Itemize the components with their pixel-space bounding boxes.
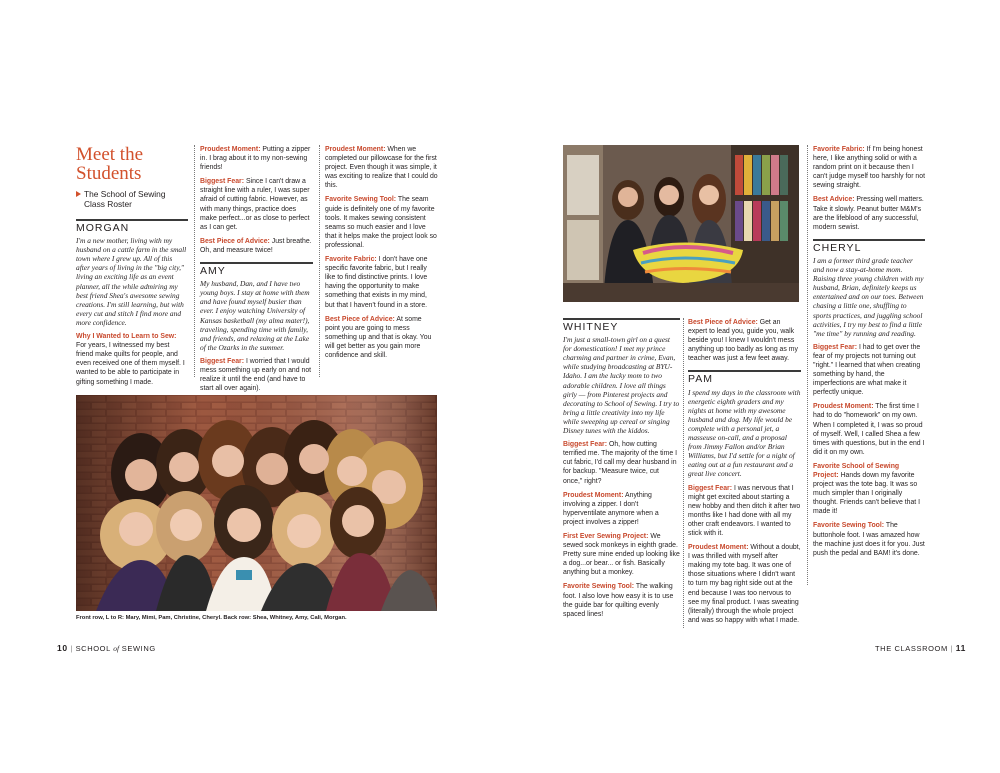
right-middle-column [688,318,801,630]
whitney-bio: I'm just a small-town girl on a quest for domestication! I met my prince charming and partner in crime, Evan, while studying broadcasting at BYU-Idaho. I am the lucky mom to two adorable children. I love all things girly — from Pinterest projects and decorating to School of Sewing. I try to bring a little creativity into my life while sweeping up cereal or singing Disney tunes with the kiddos. [563,335,680,436]
cheryl-fear-label: Biggest Fear: [813,343,858,351]
whitney-advice-text: Get an expert to lead you, guide you, walk beside you! I knew I wouldn't mess anything up too badly as long as my teacher was just a few feet away. [688,319,798,363]
pam-advice-label: Best Advice: [813,196,855,204]
cheryl-proudest-text: The first time I had to do "homework" on my own. When I completed it, I was so proud of myself. Well, I called Shea a few times with questions, but in the end I did it on my own. [813,403,925,456]
amy-proudest-paragraph [325,145,438,190]
column-divider [807,145,808,585]
cheryl-proudest-label: Proudest Moment: [813,403,874,411]
amy-fear-text: I worried that I would mess something up early on and not realize it until the end (and have to start all over again). [200,357,312,393]
morgan-proudest-paragraph [200,145,313,172]
left-page [0,0,499,773]
student-name-morgan: MORGAN [76,219,188,233]
morgan-bio: I'm a new mother, living with my husband on a cattle farm in the small town where I grew up. All of this after years of living in the "big city," living an exciting life as an event planner, all the while admiring my best friend Shea's awesome sewing creations. I'm still learning, but with every cut and stitch I find more and more confidence. [76,236,187,327]
amy-tool-text: The seam guide is definitely one of my favorite tools. It makes sewing consistent seams so much easier and I love that it helps make the project look so professional. [325,196,437,249]
cheryl-tool-label: Favorite Sewing Tool: [813,522,885,530]
morgan-why-paragraph [76,332,188,387]
whitney-fear-label: Biggest Fear: [563,441,608,449]
student-name-cheryl: CHERYL [813,239,925,253]
cheryl-project-paragraph [813,462,925,517]
amy-proudest-label: Proudest Moment: [325,146,386,153]
classroom-photo [563,145,799,302]
pam-fear-text: I was nervous that I might get excited about starting a new hobby and then ditch it after two months like I had done with all my other craft endeavors. I wanted to stick with it. [688,484,801,537]
title-line-1: Meet the [76,144,144,165]
column-divider [683,318,684,628]
whitney-tool-label: Favorite Sewing Tool: [563,583,635,591]
morgan-advice-paragraph [200,237,313,255]
cheryl-bio: I am a former third grade teacher and now a stay-at-home mom. Raising three young children with my husband, Brian, definitely keeps us entertained and on our toes. Between chasing a little one, shuffling to sports practices, and juggling school activities, I try my best to find a little "me time" by running and reading. [813,255,924,338]
left-middle-column [200,145,313,398]
left-footer-of: of [113,644,120,653]
whitney-proudest-text: Anything involving a zipper. I don't hyperventilate anymore when a project involves a zipper! [563,491,659,526]
pam-fear-label: Biggest Fear: [688,484,733,492]
whitney-advice-paragraph [688,318,801,363]
cheryl-fear-text: I had to get over the fear of my projects not turning out "right." I learned that when creating something by hand, the imperfections are what make it perfectly unique. [813,343,921,397]
whitney-fear-paragraph [563,440,680,485]
morgan-fear-label: Biggest Fear: [200,178,245,186]
morgan-fear-text: Since I can't draw a straight line with a ruler, I was super afraid of cutting fabric. However, as with many things, practice does make perfect...or as close to perfect as I can get. [200,178,310,231]
cheryl-proudest-paragraph [813,402,925,457]
column-divider [319,145,320,377]
amy-fabric-label: Favorite Fabric: [325,256,377,264]
morgan-why-label: Why I Wanted to Learn to Sew: [76,333,177,341]
amy-fear-label: Biggest Fear: [200,357,245,365]
pam-advice-text: Pressing well matters. Take it slowly. Peanut butter M&M's are the lifeblood of any successful, modern sewist. [813,196,924,231]
right-page [501,0,1000,773]
cheryl-tool-text: The buttonhole foot. I was amazed how the machine just does it for you. Just push the pedal and BAM! it's done. [813,522,925,557]
cheryl-fear-paragraph [813,343,925,398]
left-right-column [325,145,438,365]
left-page-number: 10 [57,643,68,653]
whitney-proudest-paragraph [563,491,680,527]
subtitle-line-1: The School of Sewing [84,189,166,199]
cheryl-project-label: Favorite School of Sewing Project: [813,462,900,479]
pam-proudest-label: Proudest Moment: [688,544,749,552]
left-footer-sewing: SEWING [121,644,156,653]
cheryl-project-text: Hands down my favorite project was the tote bag. It was so much simpler than I originally thought. Friends can't believe that I made it! [813,472,921,516]
morgan-fear-paragraph [200,177,313,232]
pam-proudest-text: Without a doubt, I was thrilled with myself after making my tote bag. It was one of those situations where I didn't want to turn my bag right side out at the end because I was too nervous to see my final product. I was sweating (literally) through the whole project and was so happy with what I made. [688,544,801,624]
whitney-advice-label: Best Piece of Advice: [688,319,758,326]
right-page-number: 11 [955,643,966,653]
pam-fear-paragraph [688,484,801,539]
amy-fear-paragraph [200,357,313,393]
amy-tool-label: Favorite Sewing Tool: [325,196,397,204]
morgan-why-text: For years, I witnessed my best friend make quilts for people, and even received one of them myself. I wanted to be able to participate in gifting something I made. [76,342,185,386]
whitney-tool-text: The walking foot. I also love how easy it is to use the guide bar for quilting evenly spaced lines! [563,583,674,618]
amy-tool-paragraph [325,195,438,250]
cheryl-tool-paragraph [813,521,925,557]
student-name-pam: PAM [688,370,801,384]
left-folio: 10 | SCHOOL of SEWING [57,643,156,653]
student-name-whitney: WHITNEY [563,318,680,332]
amy-advice-paragraph [325,315,438,360]
title-line-2: Students [76,163,142,184]
right-left-column [563,318,680,624]
intro-column [76,145,188,392]
whitney-first-label: First Ever Sewing Project: [563,532,649,540]
whitney-fear-text: Oh, how cutting terrified me. The majority of the time I cut fabric, I'd call my dear husband in for backup. "Measure twice, cut once," right? [563,441,677,485]
whitney-proudest-label: Proudest Moment: [563,491,624,499]
subtitle-line-2: Class Roster [84,199,132,209]
pam-advice-paragraph [813,195,925,231]
right-folio: THE CLASSROOM | 11 [875,643,966,653]
whitney-first-paragraph [563,532,680,577]
column-divider [194,145,195,377]
whitney-tool-paragraph [563,582,680,618]
student-name-amy: AMY [200,262,313,276]
amy-bio: My husband, Dan, and I have two young boys. I stay at home with them and have found myself busier than ever. I enjoy watching University of Kansas basketball (my alma mater!), traveling, spending time with family, and friends, and relaxing at the Lake of the Ozarks in the summer. [200,279,310,352]
group-photo-image [76,395,437,611]
pam-fabric-label: Favorite Fabric: [813,146,865,153]
amy-proudest-text: When we completed our pillowcase for the first project. Even though it was simple, it was exciting to realize that I could do this. [325,146,438,190]
pam-fabric-paragraph [813,145,925,190]
morgan-advice-label: Best Piece of Advice: [200,237,270,245]
page-title [76,145,188,183]
amy-fabric-paragraph [325,255,438,310]
morgan-proudest-label: Proudest Moment: [200,146,261,153]
triangle-bullet-icon [76,191,81,197]
pam-proudest-paragraph [688,543,801,625]
amy-advice-text: At some point you are going to mess something up and that is okay. You will get better as you gain more confidence and skill. [325,315,432,359]
page-subtitle [76,189,188,209]
pam-fabric-text: If I'm being honest here, I like anything solid or with a random print on it because then I can't judge myself too harshly for not sewing straight. [813,146,926,190]
group-photo [76,395,437,611]
amy-advice-label: Best Piece of Advice: [325,315,395,323]
right-right-column [813,145,925,563]
morgan-advice-text: Just breathe. Oh, and measure twice! [200,237,312,254]
amy-fabric-text: I don't have one specific favorite fabric, but I really like to find distinctive prints. I love having the opportunity to make something that exists in my mind, but that I haven't found in a store. [325,256,428,309]
right-footer-section: THE CLASSROOM [875,644,948,653]
left-footer-school: SCHOOL [75,644,111,653]
morgan-proudest-text: Putting a zipper in. I brag about it to my non-sewing friends! [200,146,311,172]
classroom-photo-image [563,145,799,302]
pam-bio: I spend my days in the classroom with energetic eighth graders and my nights at home with my awesome husband and dog. My life would be complete with a personal jet, a masseuse on-call, and a proposal from Jimmy Fallon and/or Brian Williams, but I'd settle for a night of eating out at a fun restaurant and a great live concert. [688,387,801,479]
photo-caption: Front row, L to R: Mary, Mimi, Pam, Christine, Cheryl. Back row: Shea, Whitney, Amy, Cali, Morgan. [76,615,347,621]
whitney-first-text: We sewed sock monkeys in eighth grade. Pretty sure mine ended up looking like a dog...or bear... or fish. Basically anything but a monkey. [563,532,680,577]
